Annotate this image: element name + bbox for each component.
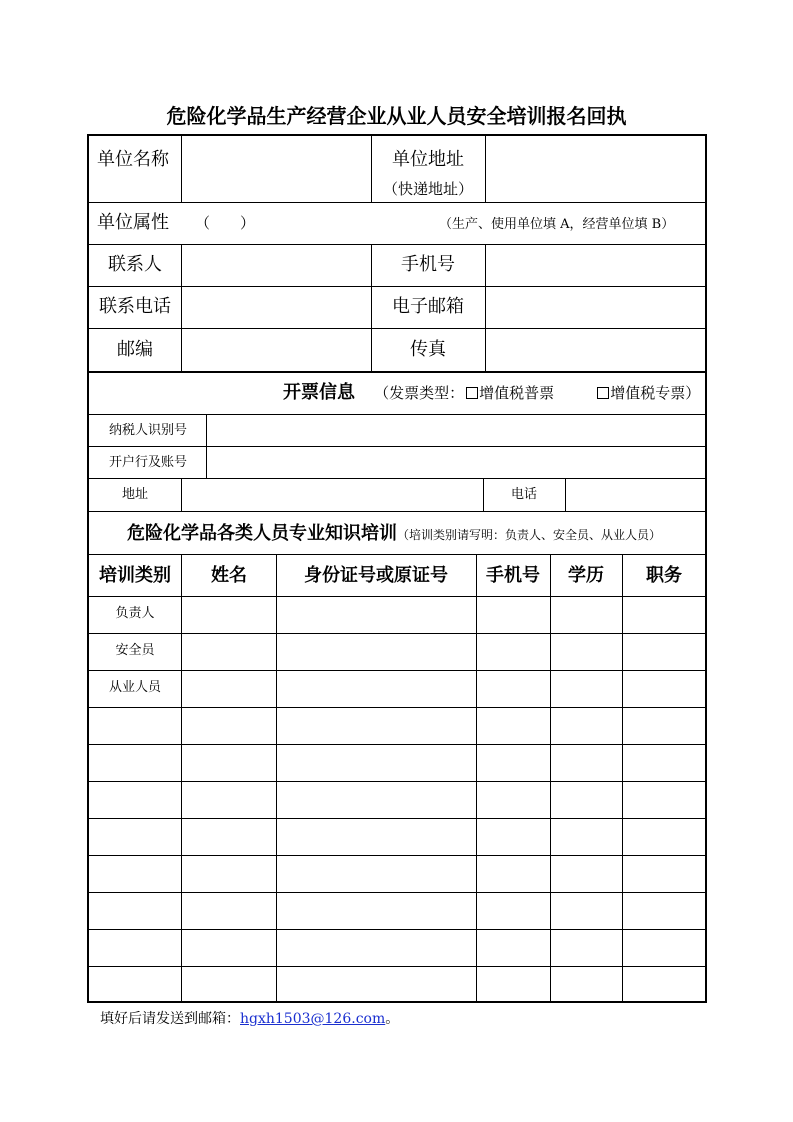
checkbox-special-invoice[interactable] <box>597 387 609 399</box>
unit-name-label: 单位名称 <box>97 149 169 170</box>
phone-label: 联系电话 <box>99 296 171 317</box>
col-header-position: 职务 <box>646 565 682 586</box>
unit-property-label: 单位属性 <box>97 212 169 233</box>
training-heading-line <box>127 525 661 543</box>
unit-property-paren: （ ） <box>195 214 256 232</box>
postcode-label: 邮编 <box>117 339 153 360</box>
col-header-name: 姓名 <box>211 565 247 586</box>
taxpayer-id-label: 纳税人识别号 <box>108 423 188 438</box>
mobile-label: 手机号 <box>401 254 455 275</box>
training-heading: 危险化学品各类人员专业知识培训 <box>127 523 397 544</box>
unit-address-label: 单位地址 <box>392 149 464 170</box>
col-header-mobile: 手机号 <box>486 565 540 586</box>
bank-account-label: 开户行及账号 <box>108 455 188 470</box>
option-special-invoice: 增值税专票） <box>610 384 701 402</box>
col-header-category: 培训类别 <box>99 565 171 586</box>
footer-email-link[interactable]: hgxh1503@126.com <box>240 1011 386 1027</box>
invoice-type-prefix: （发票类型： <box>374 384 465 402</box>
unit-address-note: （快递地址） <box>382 180 474 198</box>
option-normal-invoice: 增值税普票 <box>479 384 555 402</box>
training-heading-note: （培训类别请写明：负责人、安全员、从业人员） <box>397 528 662 542</box>
row-label-principal: 负责人 <box>115 606 155 621</box>
invoice-heading: 开票信息 <box>283 382 355 403</box>
invoice-phone-label: 电话 <box>510 487 538 502</box>
row-label-staff: 从业人员 <box>108 680 162 695</box>
col-header-education: 学历 <box>568 565 604 586</box>
footer-note <box>100 1008 399 1028</box>
invoice-address-label: 地址 <box>121 487 149 502</box>
registration-form <box>87 134 707 1003</box>
contact-label: 联系人 <box>108 254 162 275</box>
checkbox-normal-invoice[interactable] <box>466 387 478 399</box>
email-label: 电子邮箱 <box>392 296 464 317</box>
unit-property-note: （生产、使用单位填 A，经营单位填 B） <box>439 217 675 232</box>
form-title: 危险化学品生产经营企业从业人员安全培训报名回执 <box>166 104 627 128</box>
footer-suffix: 。 <box>385 1011 400 1027</box>
fax-label: 传真 <box>410 339 446 360</box>
col-header-id-number: 身份证号或原证号 <box>304 565 448 586</box>
row-label-safety-officer: 安全员 <box>115 643 155 658</box>
invoice-heading-line <box>283 384 700 402</box>
footer-prefix: 填好后请发送到邮箱： <box>100 1011 240 1027</box>
